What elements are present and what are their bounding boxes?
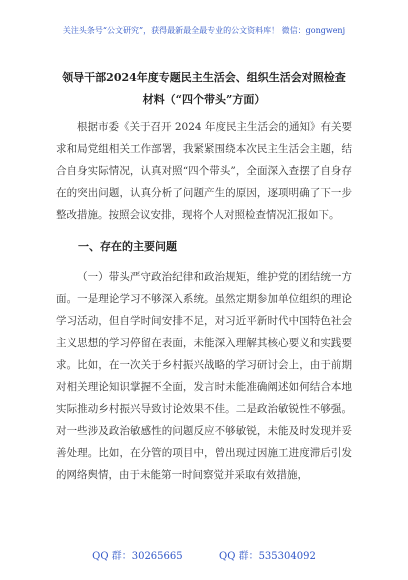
document-body [56, 116, 352, 496]
document-title [56, 67, 352, 111]
section-heading: 一、存在的主要问题 [78, 240, 177, 253]
footer-contacts [0, 547, 408, 562]
point-1-paragraph: （一）带头严守政治纪律和政治规矩，维护党的团结统一方面。一是理论学习不够深入系统。虽然定期参加单位组织的理论学习活动，但自学时间安排不足，对习近平新时代中国特色社会主义思想的学习停留在表面，未能深入理解其核心要义和实践要求。比如，在一次关于乡村振兴战略的学习研讨会上，由于前期对相关理论知识掌握不全面，发言时未能准确阐述如何结合本地实际推动乡村振兴导致讨论效果不佳。二是政治敏锐性不够强。对一些涉及政治敏感性的问题反应不够敏锐，未能及时发现并妥善处理。比如，在分管的项目中，曾出现过因施工进度滞后引发的网络舆情，由于未能第一时间察觉并采取有效措施， [56, 271, 352, 481]
footer-qq-2: QQ 群：535304092 [219, 551, 316, 562]
promo-header: 关注头条号“公文研究”，获得最新最全最专业的公文资料库！ 微信：gongwenj [62, 26, 346, 35]
title-line-2: 材料（“四个带头”方面） [142, 93, 266, 106]
intro-paragraph: 根据市委《关于召开 2024 年度民主生活会的通知》有关要求和局党组相关工作部署，我紧紧围绕本次民主生活会主题，结合自身实际情况，认真对照“四个带头”，全面深入查摆了自身存在的突出问题，认真分析了问题产生的原因，逐项明确了下一步整改措施。按照会议安排，现将个人对照检查情况汇报如下。 [56, 121, 352, 221]
footer-qq-1: QQ 群：30265665 [92, 551, 183, 562]
title-line-1: 领导干部2024年度专题民主生活会、组织生活会对照检查 [62, 71, 346, 84]
